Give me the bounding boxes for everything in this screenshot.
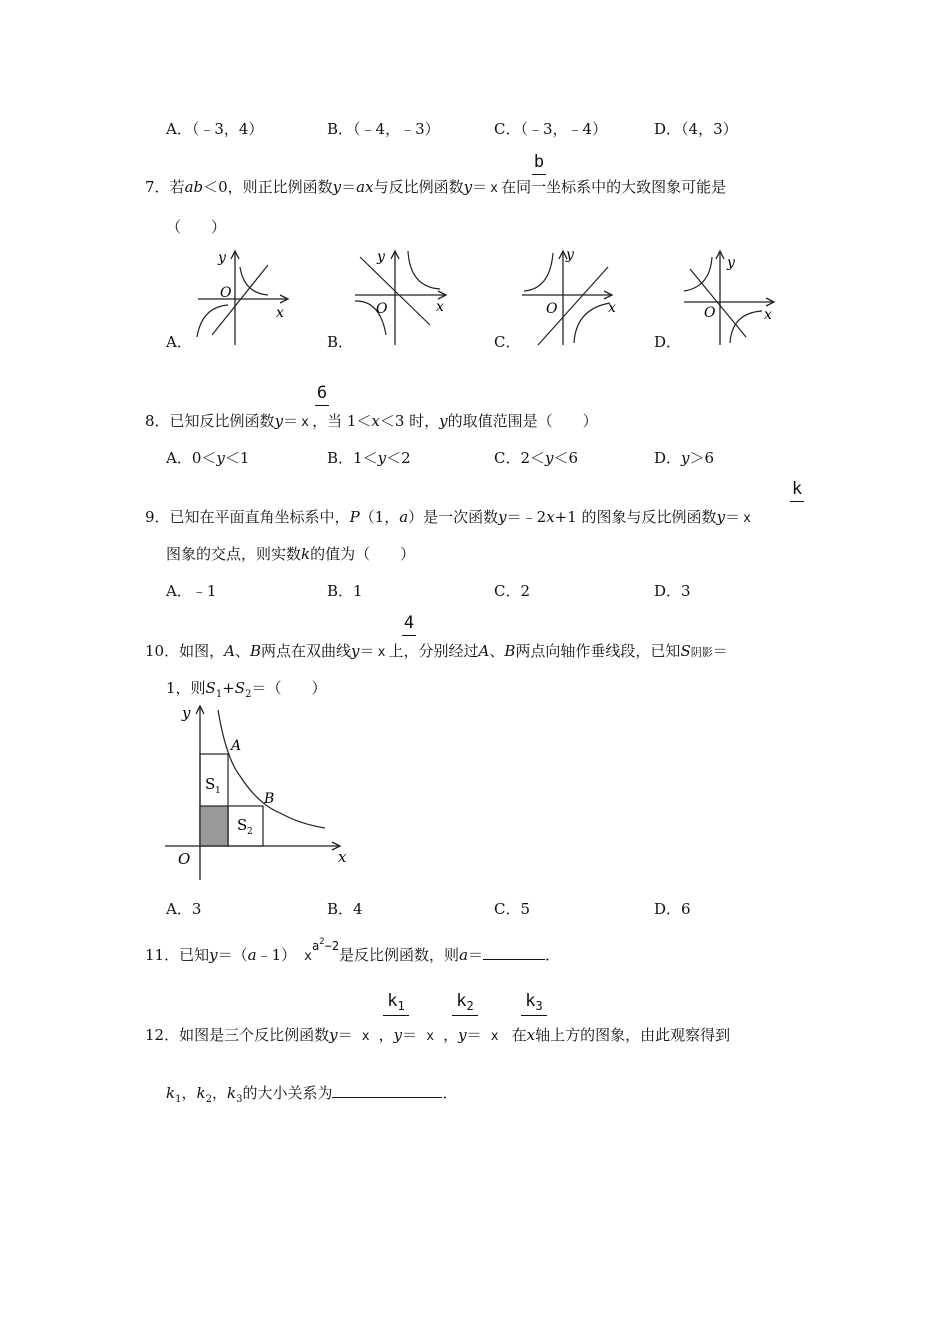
svg-text:x: x: [608, 300, 616, 316]
q7-label-d: D．: [654, 333, 682, 351]
q12-frac2-numerator: $k_2$: [456, 991, 474, 1013]
q7-graph-c: [518, 245, 628, 350]
q7-graph-b: [350, 245, 460, 350]
q7-graph-d: [680, 245, 790, 350]
q12-frac3-numerator: $k_3$: [525, 991, 543, 1013]
q9-fraction-bar: [790, 501, 804, 502]
q12-frac1-bar: [383, 1015, 409, 1016]
q7-graph-a: [190, 245, 300, 350]
q6-option-c: C．（﹣3，﹣4）: [494, 120, 608, 138]
q6-option-b: B．（﹣4，﹣3）: [327, 120, 440, 138]
q6-option-d: D．（4，3）: [654, 120, 738, 138]
q8-question: 8．已知反比例函数y＝ x ，当 1＜x＜3 时，y的取值范围是（ ）: [145, 412, 598, 430]
q7-question: 7．若ab＜0，则正比例函数y＝ax与反比例函数y＝ x 在同一坐标系中的大致图象可能是: [145, 178, 727, 196]
q12-question-line2: $k_1$，$k_2$，$k_3$的大小关系为 ．: [166, 1084, 458, 1105]
svg-text:x: x: [764, 307, 772, 323]
svg-text:O: O: [376, 301, 388, 317]
q8-option-d: D．y＞6: [654, 449, 715, 467]
svg-text:y: y: [566, 247, 574, 263]
q10-fig-x: x: [338, 848, 347, 866]
q12-frac2-bar: [452, 1015, 478, 1016]
q7-label-b: B．: [327, 333, 354, 351]
q9-question: 9．已知在平面直角坐标系中，P（1，a）是一次函数y＝﹣2x+1 的图象与反比例函数y＝ x: [145, 508, 751, 526]
q10-fig-origin: O: [178, 850, 191, 868]
q7-a-axis-y: y: [218, 250, 226, 266]
q10-fig-point-a: A: [231, 738, 242, 754]
q11-question: 11．已知y＝（a﹣1） $x^{a2-2}$是反比例函数，则a＝ ．: [145, 937, 561, 964]
q7-answer-paren: （ ）: [166, 218, 227, 236]
q10-fig-s1-sub: 1: [215, 786, 221, 796]
q7-label-a: A．: [166, 333, 192, 351]
q10-question: 10．如图，A、B两点在双曲线y＝ x 上，分别经过A、B两点向轴作垂线段，已知S阴影＝: [145, 642, 728, 660]
q9-option-b: B．1: [327, 582, 363, 600]
q12-question: 12．如图是三个反比例函数y＝ x ，y＝ x ，y＝ x 在x轴上方的图象，由此观察得到: [145, 1026, 731, 1044]
svg-text:O: O: [704, 305, 716, 321]
q7-label-c: C．: [494, 333, 521, 351]
q9-question-line2: 图象的交点，则实数k的值为（ ）: [166, 545, 416, 563]
svg-text:x: x: [436, 299, 444, 315]
q9-option-a: A．﹣1: [166, 582, 217, 600]
q12-answer-blank[interactable]: [332, 1097, 442, 1098]
q10-fig-s2-sub: 2: [247, 827, 253, 837]
q7-a-origin: O: [220, 285, 232, 301]
q6-option-a: A．（﹣3，4）: [166, 120, 264, 138]
q12-frac3-bar: [521, 1015, 547, 1016]
q7-a-axis-x: x: [276, 305, 284, 321]
q11-answer-blank[interactable]: [483, 959, 545, 960]
q9-option-c: C．2: [494, 582, 531, 600]
svg-text:y: y: [377, 249, 385, 265]
q10-option-c: C．5: [494, 900, 531, 918]
q10-fig-point-b: B: [264, 791, 275, 807]
q10-option-d: D．6: [654, 900, 691, 918]
svg-text:y: y: [727, 255, 735, 271]
q10-fraction-numerator: 4: [403, 613, 415, 633]
q10-figure: [160, 700, 355, 885]
q7-fraction-bar: [532, 174, 546, 175]
q9-option-d: D．3: [654, 582, 691, 600]
q10-fraction-bar: [402, 635, 416, 636]
q8-option-b: B．1＜y＜2: [327, 449, 411, 467]
q10-fig-s1: S: [205, 775, 216, 793]
q8-option-c: C．2＜y＜6: [494, 449, 579, 467]
q10-fig-y: y: [182, 704, 191, 722]
q12-frac1-numerator: $k_1$: [387, 991, 405, 1013]
q10-question-line2: 1，则$S_1+S_2=$（ ）: [166, 679, 327, 700]
q10-option-a: A．3: [166, 900, 202, 918]
q10-fig-s2: S: [237, 816, 248, 834]
q10-option-b: B．4: [327, 900, 363, 918]
q8-fraction-numerator: 6: [316, 383, 328, 403]
q8-fraction-bar: [315, 405, 329, 406]
q7-fraction-numerator: b: [533, 152, 545, 172]
q8-option-a: A．0＜y＜1: [166, 449, 250, 467]
svg-text:O: O: [546, 301, 558, 317]
q9-fraction-numerator: k: [791, 479, 803, 499]
